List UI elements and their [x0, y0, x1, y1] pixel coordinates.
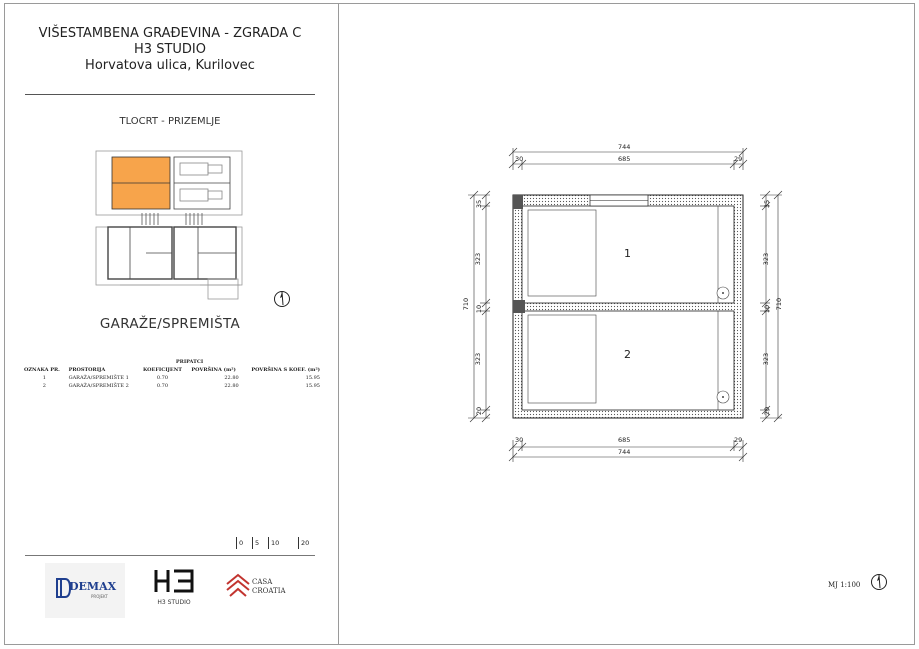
north-arrow-icon — [870, 573, 888, 591]
dim-left-35: 35 — [475, 199, 484, 209]
dim-left-323b: 323 — [474, 352, 483, 366]
demax-logo: DEMAX PROJEKT — [45, 563, 125, 618]
table-header-row: OZNAKA PR. PROSTORIJA KOEFICIJENT POVRŠINA (m²) POVRŠINA S KOEF. (m²) — [24, 367, 320, 373]
table-group-header: PRIPATCI — [175, 359, 204, 365]
dim-top-right: 29 — [734, 155, 743, 163]
dim-right-total: 710 — [775, 297, 784, 311]
dim-left-total: 710 — [462, 297, 471, 311]
dim-bottom-right: 29 — [734, 436, 743, 444]
rooms-table — [22, 358, 322, 390]
dim-bottom-total: 744 — [618, 448, 631, 456]
dim-bottom-left: 30 — [515, 436, 524, 444]
casa-croatia-logo: CASA CROATIA — [225, 570, 295, 610]
h3-mark-icon — [152, 568, 196, 594]
section-title: GARAŽE/SPREMIŠTA — [99, 316, 241, 332]
dim-left-10: 10 — [475, 304, 484, 314]
dim-left-20: 20 — [475, 406, 484, 416]
studio-name: H3 STUDIO — [134, 42, 206, 57]
h3-studio-logo: H3 STUDIO — [148, 568, 200, 613]
dim-right-323b: 323 — [762, 352, 771, 366]
table-row: 1 GARAŽA/SPREMIŠTE 1 0.70 22.80 15.95 — [42, 375, 320, 381]
dim-right-35: 35 — [763, 199, 772, 209]
plan-title: TLOCRT - PRIZEMLJE — [119, 116, 221, 127]
north-arrow-icon — [273, 290, 291, 308]
dim-right-20: 20 — [763, 406, 772, 416]
casa-mark-icon — [225, 572, 251, 602]
key-plan — [90, 135, 250, 305]
project-address: Horvatova ulica, Kurilovec — [85, 58, 255, 73]
sheet-divider — [338, 3, 339, 645]
dim-left-323a: 323 — [474, 252, 483, 266]
dim-top-total: 744 — [618, 143, 631, 151]
room-1-label: 1 — [624, 247, 631, 260]
dim-right-10: 10 — [763, 304, 772, 314]
table-row: 2 GARAŽA/SPREMIŠTE 2 0.70 22.80 15.95 — [42, 383, 320, 389]
dim-right-323a: 323 — [762, 252, 771, 266]
scale-bar: 0 5 10 20 — [236, 533, 326, 551]
header-rule — [25, 94, 315, 95]
room-2-label: 2 — [624, 348, 631, 361]
footer-rule — [25, 555, 315, 556]
dim-top-inner: 685 — [618, 155, 631, 163]
dim-top-left: 30 — [515, 155, 524, 163]
dim-bottom-inner: 685 — [618, 436, 631, 444]
floor-plan — [460, 140, 790, 470]
scale-label: MJ 1:100 — [828, 581, 861, 589]
project-title: VIŠESTAMBENA GRAĐEVINA - ZGRADA C — [38, 26, 302, 41]
